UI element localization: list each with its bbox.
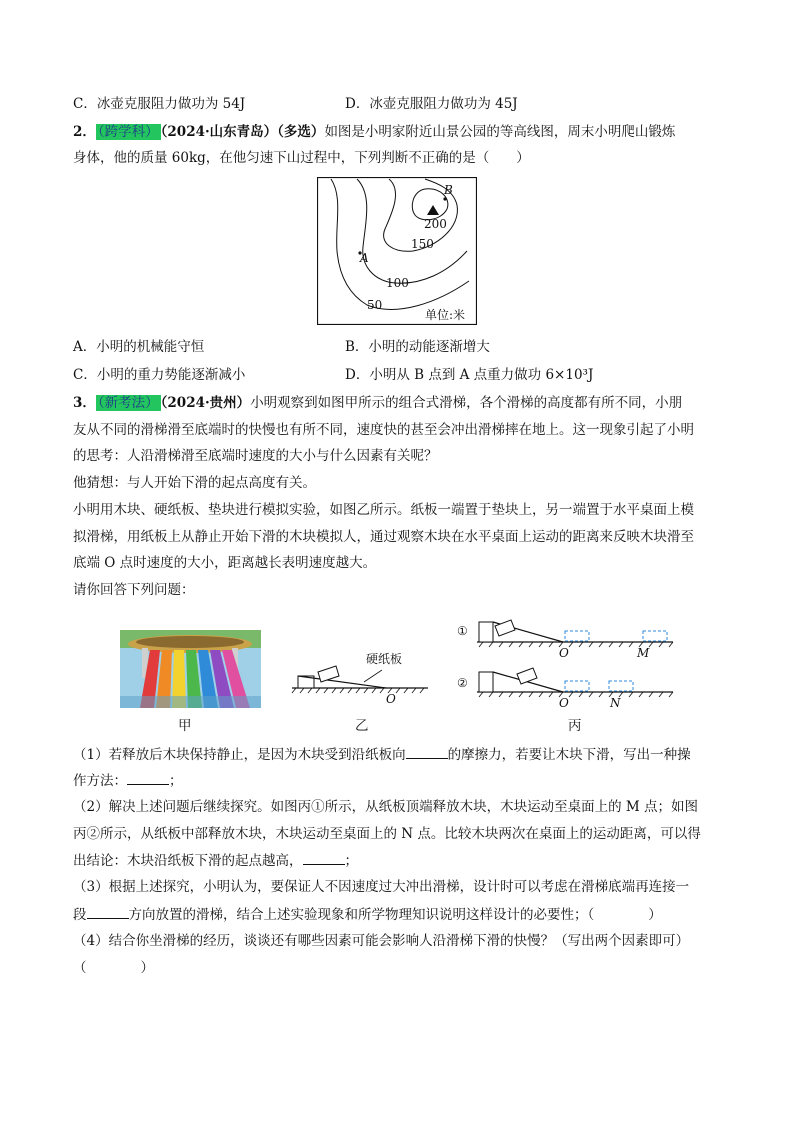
sub3-text-a: 段 — [73, 907, 87, 923]
sub1-blank-2[interactable] — [127, 770, 169, 785]
sub1-blank-1[interactable] — [406, 744, 448, 759]
q2-option-c: C．小明的重力势能逐渐减小 — [73, 367, 246, 383]
point-b-label: B — [444, 183, 453, 197]
bing1-m-label: M — [637, 646, 650, 660]
sub3-line2 — [73, 904, 662, 925]
sub4-line2: （ ） — [73, 960, 154, 976]
unit-label: 单位:米 — [425, 308, 466, 322]
yi-o-label: O — [386, 692, 396, 706]
q3-p1-l2: 友从不同的滑梯滑至底端时的快慢也有所不同，速度快的甚至会冲出滑梯摔在地上。这一现象引起了小明 — [73, 422, 694, 438]
point-a-label: A — [360, 251, 369, 265]
q3-p2: 他猜想：与人开始下滑的起点高度有关。 — [73, 475, 316, 491]
sub3-text-b: 方向放置的滑梯，结合上述实验现象和所学物理知识说明这样设计的必要性；（ ） — [128, 907, 662, 923]
q3-p3-l1: 小明用木块、硬纸板、垫块进行模拟实验，如图乙所示。纸板一端置于垫块上，另一端置于水平桌面上模 — [73, 502, 694, 518]
sub2-line3 — [73, 850, 358, 871]
q2-number: 2． — [73, 124, 96, 140]
sub4-line1: （4）结合你坐滑梯的经历，谈谈还有哪些因素可能会影响人沿滑梯下滑的快慢？（写出两个因素即可） — [73, 933, 690, 949]
sub2-blank[interactable] — [303, 850, 345, 865]
contour-150-label: 150 — [411, 237, 434, 251]
cardboard-label: 硬纸板 — [366, 652, 403, 666]
q2-option-a: A．小明的机械能守恒 — [73, 339, 205, 355]
q2-option-d: D．小明从 B 点到 A 点重力做功 6×10³J — [345, 367, 594, 383]
q2-stem-2: 身体，他的质量 60kg，在他匀速下山过程中，下列判断不正确的是（ ） — [73, 150, 530, 166]
bing2-n-label: N — [610, 696, 621, 710]
sub1-text-a: （1）若释放后木块保持静止，是因为木块受到沿纸板向 — [73, 747, 406, 763]
sub1-line1 — [73, 744, 691, 765]
sub2-text-a: 出结论：木块沿纸板下滑的起点越高， — [73, 853, 303, 869]
figure-bing-caption: 丙 — [568, 718, 582, 734]
q3-tag: （新考法） — [97, 395, 159, 411]
q2-line1 — [73, 122, 675, 142]
contour-50-label: 50 — [367, 298, 383, 312]
q3-p3-l2: 拟滑梯，用纸板上从静止开始下滑的木块模拟人，通过观察木块在水平桌面上运动的距离来反映木块滑至 — [73, 529, 694, 545]
bing-circle-1: ① — [457, 624, 468, 638]
contour-100-label: 100 — [386, 276, 409, 290]
figure-jia-caption: 甲 — [178, 718, 192, 734]
q2-source: （2024·山东青岛）（多选） — [160, 124, 325, 140]
bing-circle-2: ② — [457, 676, 468, 690]
sub1-line2 — [73, 770, 183, 791]
q3-number: 3． — [73, 395, 96, 411]
figure-yi — [290, 648, 430, 708]
option-c-prev: C．冰壶克服阻力做功为 54J — [73, 96, 246, 112]
sub3-line1: （3）根据上述探究，小明认为，要保证人不因速度过大冲出滑梯，设计时可以考虑在滑梯底端再连接一 — [73, 879, 690, 895]
sub2-line1: （2）解决上述问题后继续探究。如图丙①所示，从纸板顶端释放木块，木块运动至桌面上的 M 点；如图 — [73, 799, 698, 815]
q3-line1 — [73, 393, 682, 413]
contour-map — [317, 177, 477, 325]
q2-stem-1: 如图是小明家附近山景公园的等高线图，周末小明爬山锻炼 — [324, 124, 676, 140]
water-slide-photo — [120, 630, 261, 708]
figure-bing — [455, 618, 675, 714]
bing1-o-label: O — [559, 646, 569, 660]
sub2-line2: 丙②所示，从纸板中部释放木块，木块运动至桌面上的 N 点。比较木块两次在桌面上的运动距离，可以得 — [73, 826, 701, 842]
q2-tag: （跨学科） — [97, 124, 159, 140]
q3-p1-l3: 的思考：人沿滑梯滑至底端时速度的大小与什么因素有关呢？ — [73, 448, 438, 464]
q3-source: （2024·贵州） — [160, 395, 251, 411]
sub2-text-b: ； — [344, 853, 358, 869]
figure-yi-caption: 乙 — [355, 718, 369, 734]
sub1-text-d: ； — [169, 773, 183, 789]
q3-p1-l1: 小明观察到如图甲所示的组合式滑梯，各个滑梯的高度都有所不同，小朋 — [250, 395, 683, 411]
sub3-blank[interactable] — [87, 904, 129, 919]
sub1-text-b: 的摩擦力，若要让木块下滑，写出一种操 — [447, 747, 691, 763]
q2-option-b: B．小明的动能逐渐增大 — [345, 339, 490, 355]
q3-p3-l3: 底端 O 点时速度的大小，距离越长表明速度越大。 — [73, 555, 377, 571]
q3-p4: 请你回答下列问题： — [73, 582, 195, 598]
option-d-prev: D．冰壶克服阻力做功为 45J — [345, 96, 518, 112]
sub1-text-c: 作方法： — [73, 773, 127, 789]
contour-200-label: 200 — [424, 217, 447, 231]
bing2-o-label: O — [559, 696, 569, 710]
